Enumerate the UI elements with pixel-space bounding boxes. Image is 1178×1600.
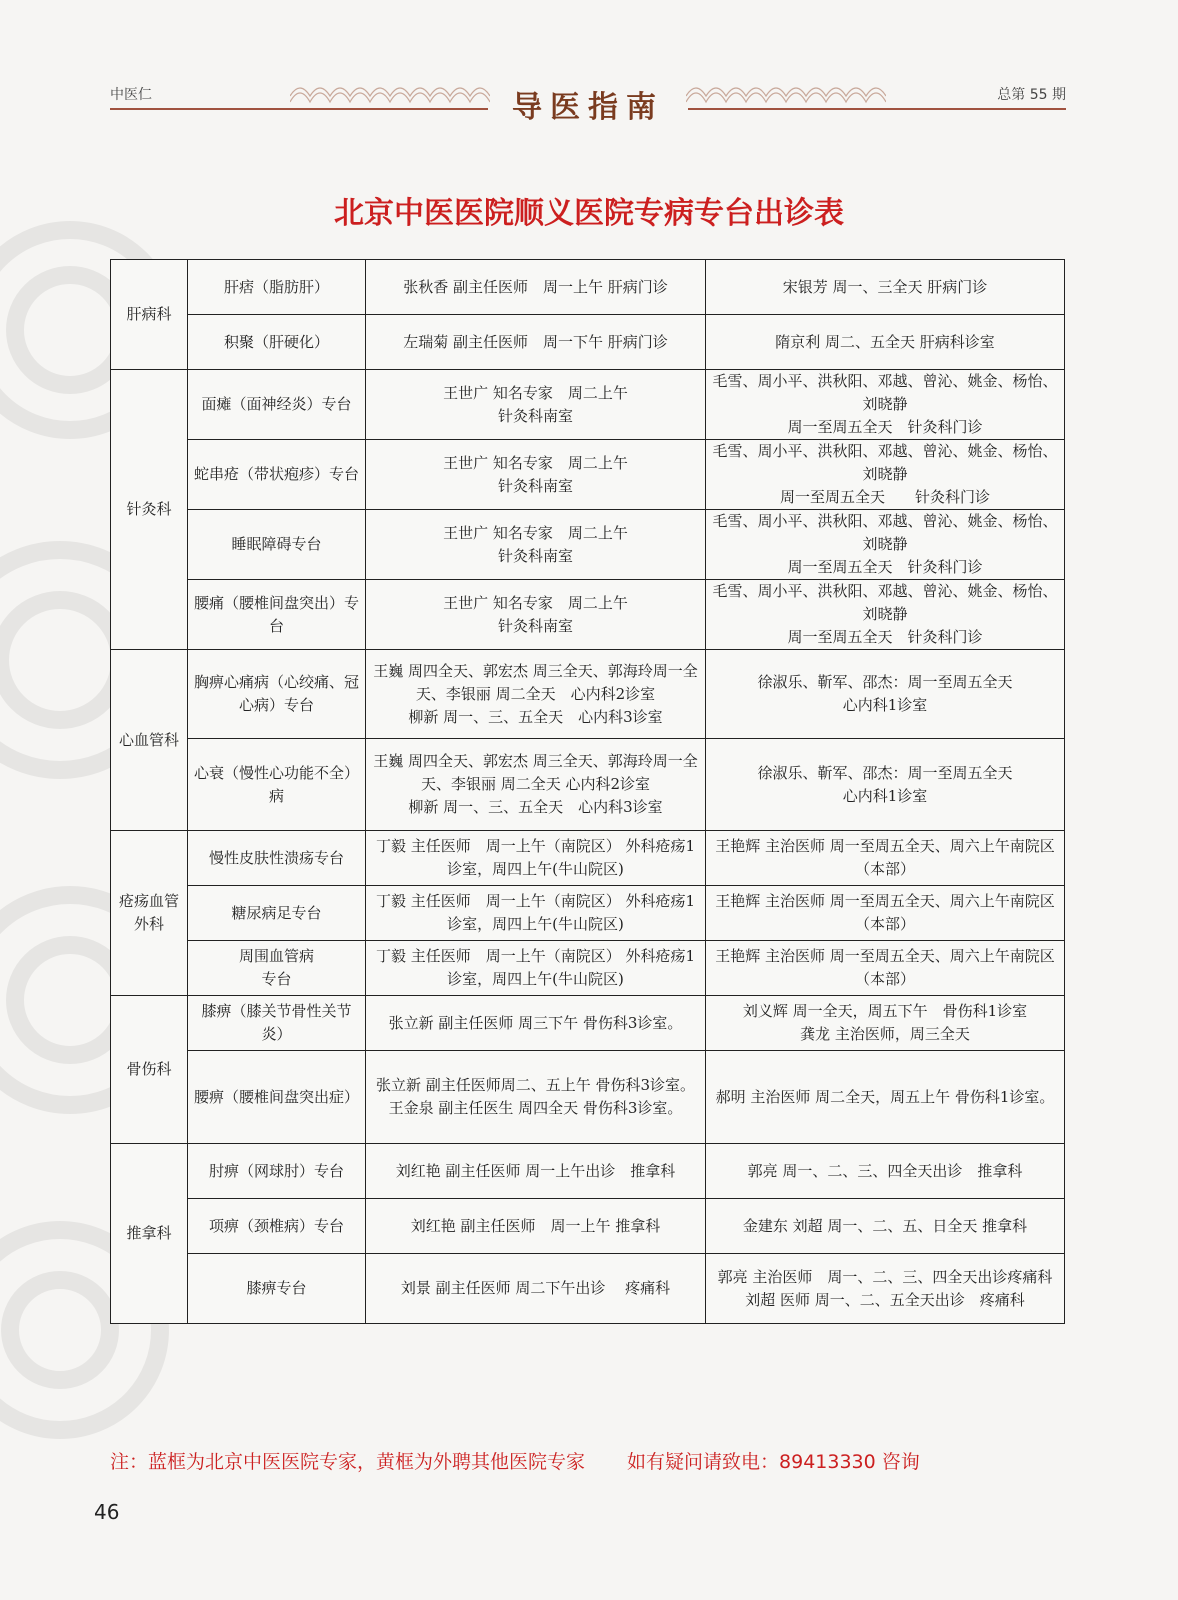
staff-schedule-cell: 毛雪、周小平、洪秋阳、邓越、曾沁、姚金、杨怡、刘晓静 周一至周五全天 针灸科门诊 — [706, 440, 1065, 510]
disease-cell: 蛇串疮（带状疱疹）专台 — [188, 440, 366, 510]
table-row — [111, 941, 1065, 996]
disease-cell: 糖尿病足专台 — [188, 886, 366, 941]
table-row — [111, 315, 1065, 370]
doctor-schedule-cell: 丁毅 主任医师 周一上午（南院区） 外科疮疡1诊室，周四上午(牛山院区) — [366, 831, 706, 886]
disease-cell: 肝痞（脂肪肝） — [188, 260, 366, 315]
doctor-schedule-cell: 丁毅 主任医师 周一上午（南院区） 外科疮疡1诊室，周四上午(牛山院区) — [366, 886, 706, 941]
disease-cell: 面瘫（面神经炎）专台 — [188, 370, 366, 440]
staff-schedule-cell: 郭亮 主治医师 周一、二、三、四全天出诊疼痛科 刘超 医师 周一、二、五全天出诊 疼痛科 — [706, 1254, 1065, 1324]
doctor-schedule-cell: 张立新 副主任医师周二、五上午 骨伤科3诊室。 王金泉 副主任医生 周四全天 骨伤科3诊室。 — [366, 1051, 706, 1144]
staff-schedule-cell: 郭亮 周一、二、三、四全天出诊 推拿科 — [706, 1144, 1065, 1199]
footer-note — [110, 1447, 920, 1474]
table-row — [111, 650, 1065, 739]
department-cell: 肝病科 — [111, 260, 188, 370]
disease-cell: 胸痹心痛病（心绞痛、冠心病）专台 — [188, 650, 366, 739]
staff-schedule-cell: 王艳辉 主治医师 周一至周五全天、周六上午南院区（本部） — [706, 831, 1065, 886]
page-header — [110, 78, 1066, 125]
doctor-schedule-cell: 刘景 副主任医师 周二下午出诊 疼痛科 — [366, 1254, 706, 1324]
staff-schedule-cell: 王艳辉 主治医师 周一至周五全天、周六上午南院区（本部） — [706, 941, 1065, 996]
disease-cell: 睡眠障碍专台 — [188, 510, 366, 580]
cloud-pattern-left — [290, 78, 490, 106]
table-row — [111, 510, 1065, 580]
doctor-schedule-cell: 王巍 周四全天、郭宏杰 周三全天、郭海玲周一全天、李银丽 周二全天 心内科2诊室 柳新 周一、三、五全天 心内科3诊室 — [366, 650, 706, 739]
table-row — [111, 1051, 1065, 1144]
doctor-schedule-cell: 左瑞菊 副主任医师 周一下午 肝病门诊 — [366, 315, 706, 370]
disease-cell: 心衰（慢性心功能不全）病 — [188, 739, 366, 831]
table-row — [111, 370, 1065, 440]
staff-schedule-cell: 毛雪、周小平、洪秋阳、邓越、曾沁、姚金、杨怡、刘晓静 周一至周五全天 针灸科门诊 — [706, 370, 1065, 440]
table-row — [111, 996, 1065, 1051]
staff-schedule-cell: 郝明 主治医师 周二全天，周五上午 骨伤科1诊室。 — [706, 1051, 1065, 1144]
staff-schedule-cell: 刘义辉 周一全天，周五下午 骨伤科1诊室 龚龙 主治医师，周三全天 — [706, 996, 1065, 1051]
staff-schedule-cell: 毛雪、周小平、洪秋阳、邓越、曾沁、姚金、杨怡、刘晓静 周一至周五全天 针灸科门诊 — [706, 580, 1065, 650]
page-number: 46 — [94, 1500, 120, 1524]
staff-schedule-cell: 徐淑乐、靳军、邵杰：周一至周五全天 心内科1诊室 — [706, 739, 1065, 831]
doctor-schedule-cell: 刘红艳 副主任医师 周一上午 推拿科 — [366, 1199, 706, 1254]
doctor-schedule-cell: 王世广 知名专家 周二上午 针灸科南室 — [366, 440, 706, 510]
department-cell: 心血管科 — [111, 650, 188, 831]
department-cell: 推拿科 — [111, 1144, 188, 1324]
table-row — [111, 831, 1065, 886]
cloud-pattern-right — [686, 78, 886, 106]
staff-schedule-cell: 徐淑乐、靳军、邵杰：周一至周五全天 心内科1诊室 — [706, 650, 1065, 739]
disease-cell: 肘痹（网球肘）专台 — [188, 1144, 366, 1199]
staff-schedule-cell: 王艳辉 主治医师 周一至周五全天、周六上午南院区（本部） — [706, 886, 1065, 941]
table-row — [111, 260, 1065, 315]
doctor-schedule-cell: 张秋香 副主任医师 周一上午 肝病门诊 — [366, 260, 706, 315]
disease-cell: 腰痛（腰椎间盘突出）专台 — [188, 580, 366, 650]
disease-cell: 项痹（颈椎病）专台 — [188, 1199, 366, 1254]
section-title: 导医指南 — [512, 90, 664, 125]
disease-cell: 积聚（肝硬化） — [188, 315, 366, 370]
header-rule-left — [110, 108, 488, 110]
disease-cell: 膝痹专台 — [188, 1254, 366, 1324]
table-row — [111, 580, 1065, 650]
header-rule-right — [688, 108, 1066, 110]
table-row — [111, 886, 1065, 941]
clinic-schedule-table — [110, 259, 1065, 1324]
page-title: 北京中医医院顺义医院专病专台出诊表 — [334, 196, 844, 231]
staff-schedule-cell: 毛雪、周小平、洪秋阳、邓越、曾沁、姚金、杨怡、刘晓静 周一至周五全天 针灸科门诊 — [706, 510, 1065, 580]
note-contact: 如有疑问请致电：89413330 咨询 — [627, 1451, 920, 1473]
doctor-schedule-cell: 王世广 知名专家 周二上午 针灸科南室 — [366, 510, 706, 580]
staff-schedule-cell: 金建东 刘超 周一、二、五、日全天 推拿科 — [706, 1199, 1065, 1254]
disease-cell: 膝痹（膝关节骨性关节炎） — [188, 996, 366, 1051]
table-row — [111, 739, 1065, 831]
doctor-schedule-cell: 王世广 知名专家 周二上午 针灸科南室 — [366, 370, 706, 440]
issue-number: 总第 55 期 — [997, 87, 1066, 103]
doctor-schedule-cell: 王世广 知名专家 周二上午 针灸科南室 — [366, 580, 706, 650]
department-cell: 疮疡血管外科 — [111, 831, 188, 996]
disease-cell: 腰痹（腰椎间盘突出症） — [188, 1051, 366, 1144]
doctor-schedule-cell: 王巍 周四全天、郭宏杰 周三全天、郭海玲周一全天、李银丽 周二全天 心内科2诊室 柳新 周一、三、五全天 心内科3诊室 — [366, 739, 706, 831]
disease-cell: 周围血管病 专台 — [188, 941, 366, 996]
staff-schedule-cell: 隋京利 周二、五全天 肝病科诊室 — [706, 315, 1065, 370]
doctor-schedule-cell: 刘红艳 副主任医师 周一上午出诊 推拿科 — [366, 1144, 706, 1199]
department-cell: 针灸科 — [111, 370, 188, 650]
table-row — [111, 1199, 1065, 1254]
table-row — [111, 1254, 1065, 1324]
department-cell: 骨伤科 — [111, 996, 188, 1144]
table-row — [111, 1144, 1065, 1199]
header-magazine-name: 中医仁 — [110, 87, 152, 103]
disease-cell: 慢性皮肤性溃疡专台 — [188, 831, 366, 886]
table-row — [111, 440, 1065, 510]
doctor-schedule-cell: 张立新 副主任医师 周三下午 骨伤科3诊室。 — [366, 996, 706, 1051]
note-legend: 注：蓝框为北京中医医院专家，黄框为外聘其他医院专家 — [110, 1451, 586, 1473]
staff-schedule-cell: 宋银芳 周一、三全天 肝病门诊 — [706, 260, 1065, 315]
doctor-schedule-cell: 丁毅 主任医师 周一上午（南院区） 外科疮疡1诊室，周四上午(牛山院区) — [366, 941, 706, 996]
